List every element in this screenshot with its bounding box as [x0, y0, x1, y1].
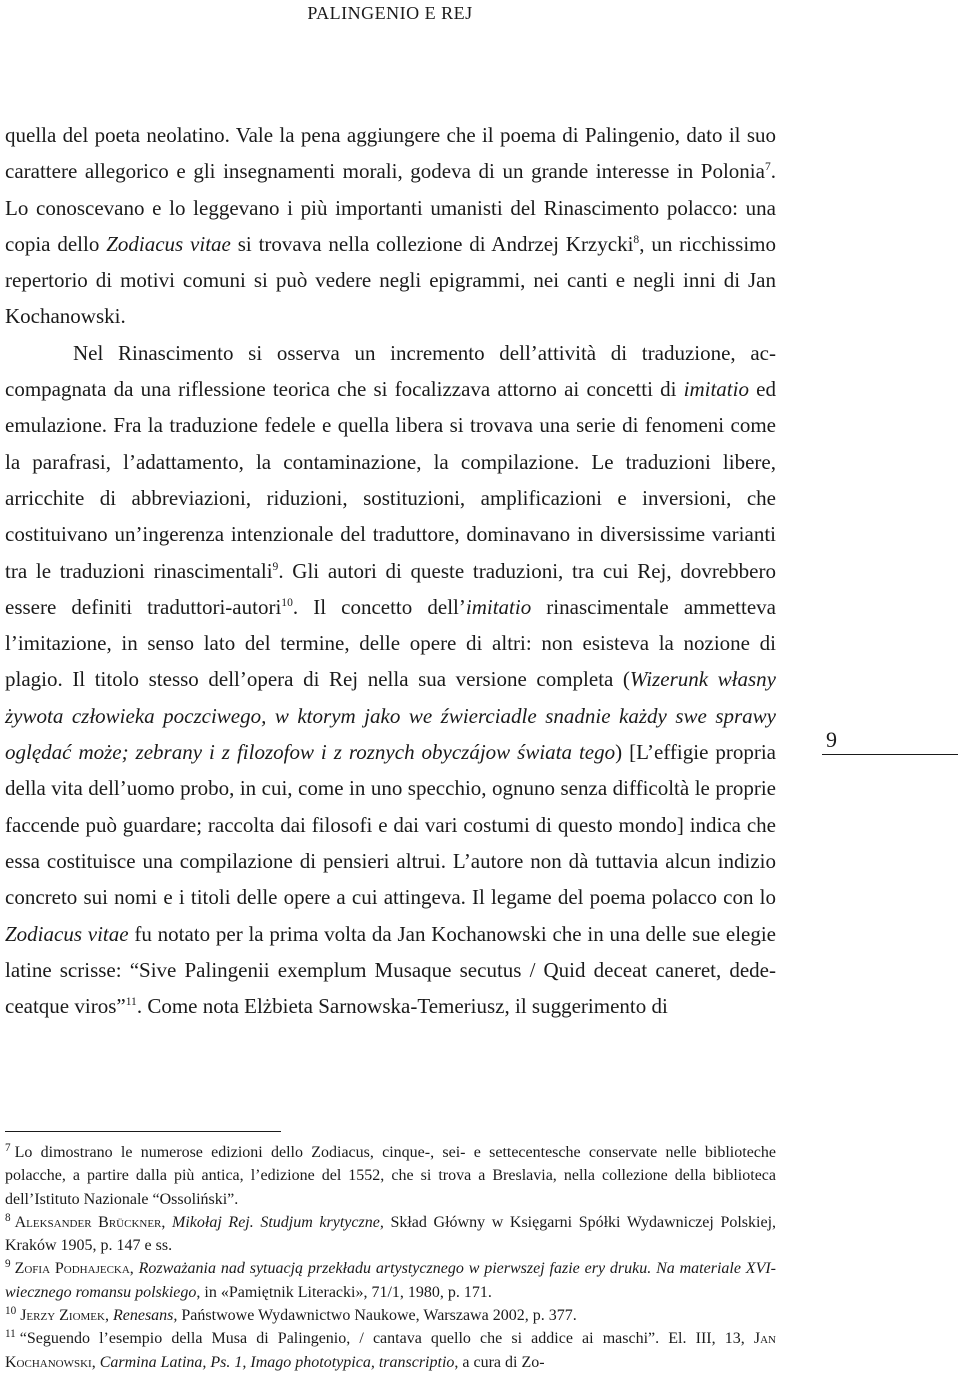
p2-text-h: . Come nota Elżbieta Sarnowska-Temeriusz, il suggerimento di: [136, 994, 668, 1019]
footnote-ref-9[interactable]: 9: [272, 560, 279, 573]
footnote-mark-10: 10: [5, 1304, 17, 1317]
footnote-7: [5, 1141, 776, 1211]
footnote-rule: [5, 1131, 281, 1132]
footnote-9-sep: ,: [129, 1260, 139, 1278]
footnote-11: [5, 1327, 776, 1374]
footnote-9-rest: , in «Pamiętnik Literacki», 71/1, 1980, p. 171.: [196, 1283, 492, 1301]
footnote-11-sep: ,: [91, 1353, 100, 1371]
footnotes: [5, 1141, 776, 1374]
p2-text-f: ) [L’effigie propria della vita dell’uomo probo, in cui, come in uno specchio, ognuno senza difficoltà le proprie faccende può guardare; raccolta dai filosofi e dai vari costumi di questo mondo] indica che essa costituisce una compilazione di pensieri altrui. L’autore non dà tuttavia alcun indizio concreto sui nomi e i titoli delle opere a cui attingeva. Il legame del poema polacco con lo: [5, 740, 776, 910]
footnote-10-rest: Państwowe Wydawnictwo Naukowe, Warszawa 2002, p. 377.: [177, 1307, 577, 1325]
footnote-8-title: Mikołaj Rej. Studjum krytyczne,: [172, 1213, 384, 1231]
footnote-mark-11: 11: [5, 1328, 16, 1341]
footnote-11-author: Jan Kochanowski: [5, 1330, 776, 1371]
footnote-mark-9: 9: [5, 1258, 11, 1271]
paragraph-2: [5, 335, 776, 1025]
p2-text-e: rinascimentale ammetteva l’imitazione, in senso lato del termine, delle opere di altri: non esisteva la nozione di plagio. Il titolo stesso dell’opera di Rej nella sua versione completa (: [5, 594, 776, 692]
p2-text-g: fu notato per la prima volta da Jan Kochanowski che in una delle sue elegie latine scrisse: “Sive Palingenii exemplum Musaque secutus / Quid deceat caneret, dedeceatque viros”: [5, 921, 776, 1019]
p1-text-c: si trovava nella collezione di Andrzej Krzycki: [230, 231, 634, 256]
footnote-8-rest: Skład Główny w Księgarni Spółki Wydawniczej Polskiej, Kraków 1905, p. 147 e ss.: [5, 1213, 777, 1255]
p1-text-b: . Lo conoscevano e lo leggevano i più importanti umanisti del Rinascimento polacco: una copia dello: [5, 159, 776, 256]
footnote-8-sep: ,: [161, 1213, 173, 1231]
footnote-11-title: Carmina Latina, Ps. 1, Imago phototypica, transcriptio: [99, 1353, 455, 1371]
footnote-ref-10[interactable]: 10: [281, 596, 293, 609]
footnote-8-author: Aleksander Brückner: [14, 1213, 162, 1231]
running-head: PALINGENIO E REJ: [307, 3, 473, 23]
footnote-mark-7: 7: [5, 1141, 11, 1154]
p2-italic-wizerunk: Wizerunk własny żywota człowieka poczciwego, w ktorym jako we źwierciadle snadnie każdy swe sprawy oględać może; zebrany i z filozofow i z roznych obyczájow świata tego: [5, 667, 776, 765]
p2-text-b: ed emulazione. Fra la traduzione fedele e quella libera si trovava una serie di fenomeni come la parafrasi, l’adattamento, la contaminazione, la compilazione. Le traduzioni libere, arricchite di abbreviazioni, riduzioni, sostituzioni, amplificazioni e inversioni, che costituivano un’ingerenza intenzionale del traduttore, dominavano in diversissime varianti tra le traduzioni rinascimentali: [5, 377, 776, 583]
footnote-10-title: Renesans,: [112, 1307, 178, 1325]
p2-italic-imitatio-2: imitatio: [465, 594, 532, 619]
paragraph-1: [5, 117, 776, 335]
p1-text-a: quella del poeta neolatino. Vale la pena aggiungere che il poema di Palingenio, dato il suo carattere allegorico e gli insegnamenti morali, godeva di un grande interesse in Polonia: [5, 123, 776, 184]
p2-italic-imitatio: imitatio: [683, 377, 749, 402]
footnote-8: [5, 1211, 776, 1258]
footnote-11-rest: , a cura di Zo-: [454, 1353, 545, 1371]
footnote-10-author: Jerzy Ziomek: [20, 1307, 105, 1325]
footnote-10: [5, 1304, 776, 1327]
footnote-7-text: Lo dimostrano le numerose edizioni dello Zodiacus, cinque-, sei- e settecentesche conservate nelle biblioteche polacche, a partire dalla più antica, l’edizione del 1552, che si trova a Breslavia, nella collezione della biblioteca dell’Istituto Nazionale “Ossoliński”.: [5, 1144, 776, 1208]
footnote-9-title: Rozważania nad sytuacją przekładu artystycznego w pierwszej fazie ery druku. Na materiale XVI-wiecznego romansu polskiego: [5, 1260, 776, 1301]
body-text: [5, 117, 776, 1024]
footnote-ref-8[interactable]: 8: [633, 233, 640, 246]
footnote-9-author: Zofia Podhajecka: [14, 1260, 130, 1278]
footnote-ref-11[interactable]: 11: [125, 996, 137, 1009]
p2-text-c: . Gli autori di queste traduzioni, tra cui Rej, dovrebbero essere definiti traduttori-autori: [5, 558, 776, 619]
p2-text-d: . Il concetto dell’: [292, 594, 466, 619]
footnote-10-sep: ,: [104, 1307, 113, 1325]
p2-italic-zodiacus: Zodiacus vitae: [5, 921, 129, 946]
footnote-mark-8: 8: [5, 1211, 11, 1224]
p2-text-a: Nel Rinascimento si osserva un incremento dell’attività di traduzione, accompagnata da una riflessione teorica che si focalizzava attorno ai concetti di: [5, 340, 776, 402]
page-number: 9: [822, 726, 958, 755]
p1-italic-zodiacus: Zodiacus vitae: [106, 231, 231, 256]
p1-text-d: , un ricchissimo repertorio di motivi comuni si può vedere negli epigrammi, nei canti e negli inni di Jan Kochanowski.: [5, 231, 776, 329]
footnote-ref-7[interactable]: 7: [764, 161, 771, 174]
footnote-9: [5, 1257, 776, 1304]
footnote-11-text: “Seguendo l’esempio della Musa di Palingenio, / cantava quello che si addice ai maschi”. El. III, 13,: [19, 1330, 754, 1348]
